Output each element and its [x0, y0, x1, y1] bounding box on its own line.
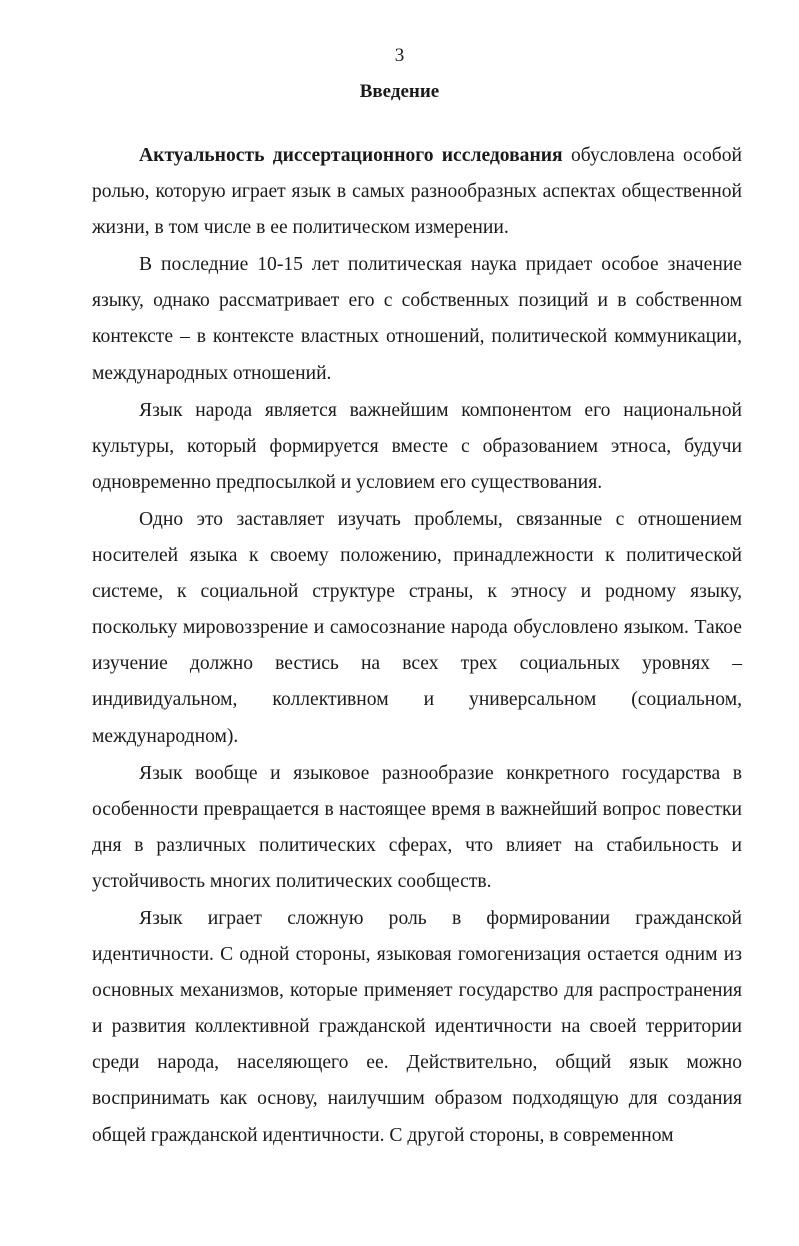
page-title: Введение	[359, 81, 440, 102]
paragraph-text: В последние 10-15 лет политическая наука придает особое значение языку, однако рассматривает его с собственных позиций и в собственном контексте – в контексте властных отношений, политической коммуникации, международных отношений.	[92, 254, 742, 384]
paragraph-text: Одно это заставляет изучать проблемы, связанные с отношением носителей языка к своему положению, принадлежности к политической системе, к социальной структуре страны, к этносу и родному языку, поскольку мировоззрение и самосознание народа обусловлено языком. Такое изучение должно вестись на всех трех социальных уровнях – индивидуальном, коллективном и универсальном (социальном, международном).	[92, 508, 742, 747]
paragraph-text: Язык вообще и языковое разнообразие конкретного государства в особенности превращается в настоящее время в важнейший вопрос повестки дня в различных политических сферах, что влияет на стабильность и устойчивость многих политических сообществ.	[92, 762, 742, 892]
paragraph-national-culture	[92, 393, 742, 501]
paragraph-language-problems	[92, 502, 742, 755]
body-text	[92, 138, 742, 1155]
paragraph-civic-identity	[92, 901, 742, 1154]
paragraph-text: Язык народа является важнейшим компонентом его национальной культуры, который формируется вместе с образованием этноса, будучи одновременно предпосылкой и условием его существования.	[92, 399, 742, 493]
page-number: 3	[394, 45, 405, 66]
paragraph-text: обусловлена особой ролью, которую играет язык в самых разнообразных аспектах общественной жизни, в том числе в ее политическом измерении.	[92, 145, 742, 239]
relevance-lead-bold: Актуальность диссертационного исследования	[139, 145, 563, 166]
paragraph-linguistic-diversity	[92, 756, 742, 900]
paragraph-relevance	[92, 138, 742, 246]
paragraph-political-science	[92, 247, 742, 391]
paragraph-text: Язык играет сложную роль в формировании гражданской идентичности. С одной стороны, языковая гомогенизация остается одним из основных механизмов, которые применяет государство для распространения и развития коллективной гражданской идентичности на своей территории среди народа, населяющего ее. Действительно, общий язык можно воспринимать как основу, наилучшим образом подходящую для создания общей гражданской идентичности. С другой стороны, в современном	[92, 907, 742, 1146]
